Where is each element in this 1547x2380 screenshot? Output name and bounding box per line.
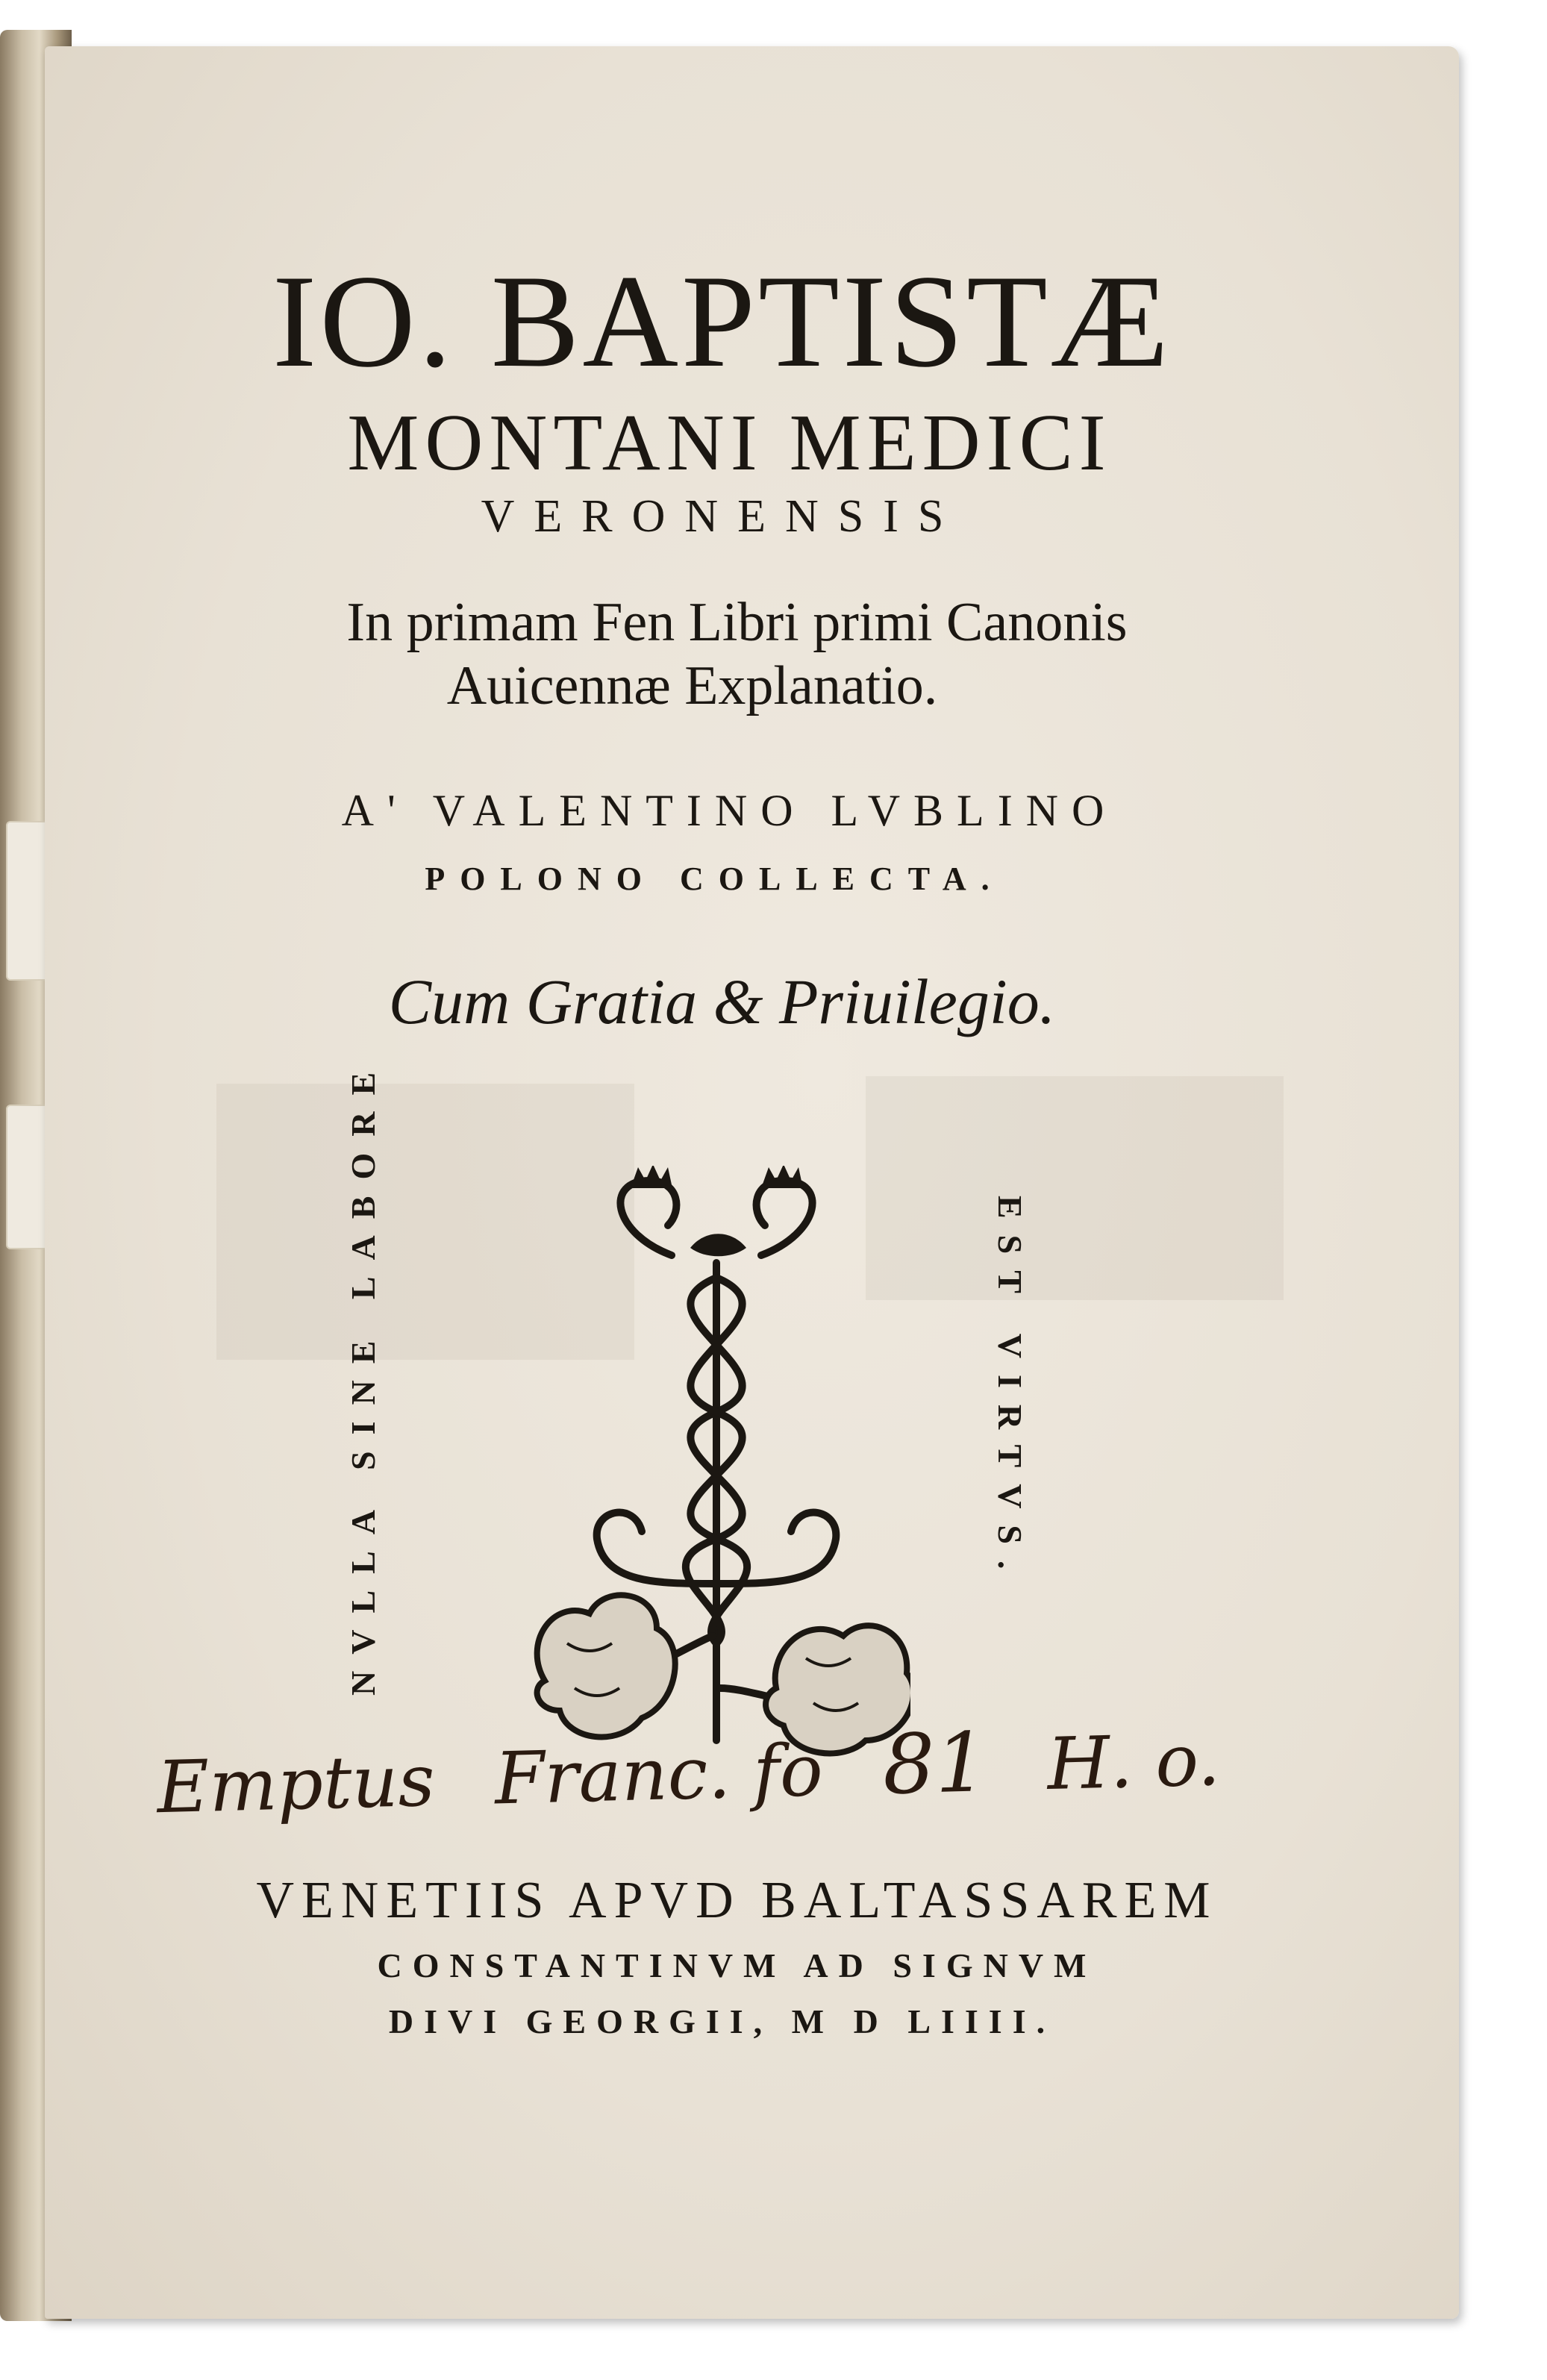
device-motto-right: EST VIRTVS. <box>991 1196 1029 1586</box>
inscription-number: 81 <box>881 1714 989 1813</box>
device-motto-left: NVLLA SINE LABORE <box>344 1055 382 1696</box>
work-title-cont: Auicennæ Explanatio. <box>446 655 938 716</box>
author-title: MONTANI MEDICI <box>347 399 1112 487</box>
author-name: IO. BAPTISTÆ <box>272 247 1172 395</box>
imprint-place: VENETIIS APVD BALTASSAREM <box>256 1872 1218 1929</box>
imprint-date: DIVI GEORGII, M D LIIII. <box>388 2002 1056 2040</box>
inscription-initials: H. o. <box>1046 1718 1222 1807</box>
imprint-sign: CONSTANTINVM AD SIGNVM <box>377 1946 1097 1984</box>
inscription-word: Emptus <box>155 1738 436 1830</box>
author-origin: VERONENSIS <box>481 491 963 542</box>
collector-origin: POLONO COLLECTA. <box>425 861 1004 897</box>
work-title: In primam Fen Libri primi Canonis <box>346 592 1128 653</box>
ownership-inscription <box>156 1708 1259 1832</box>
show-through <box>866 1076 1284 1300</box>
inscription-word: Franc. fo <box>493 1728 824 1821</box>
privilege-statement: Cum Gratia & Priuilegio. <box>388 966 1056 1037</box>
title-page <box>45 46 1459 2319</box>
collector-name: A' VALENTINO LVBLINO <box>341 786 1118 835</box>
caduceus-with-hands-from-clouds-icon <box>522 1166 910 1770</box>
